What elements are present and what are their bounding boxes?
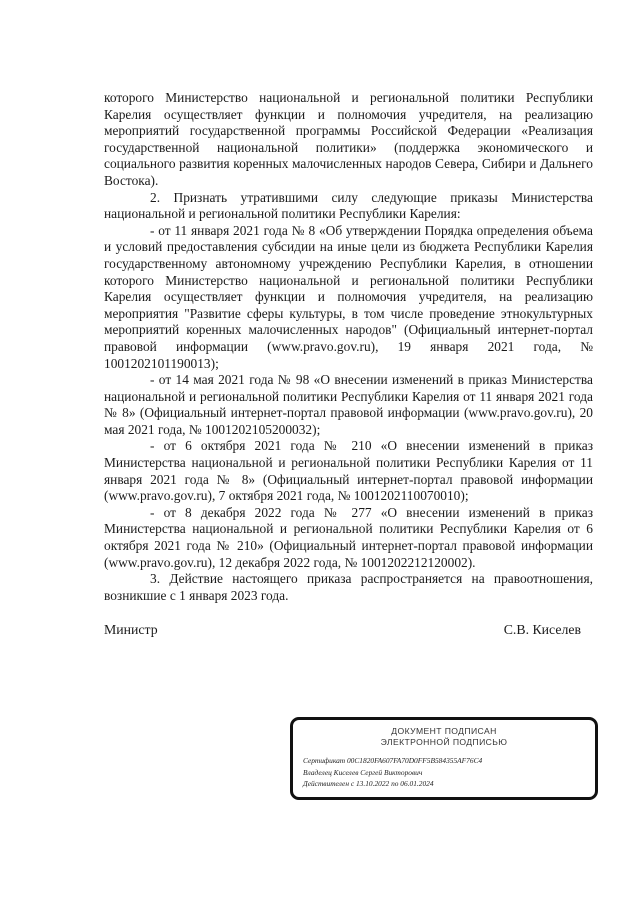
paragraph-repeal-order-8: - от 11 января 2021 года № 8 «Об утверждении Порядка определения объема и условий предоставления субсидии на иные цели из бюджета Республики Карелия государственному автономному учреждению Республики Карелия, в отношении которого Министерство национальной и региональной политики Республики Карелия осуществляет функции и полномочия учредителя, на реализацию мероприятия "Развитие сферы культуры, в том числе проведение этнокультурных мероприятий коренных малочисленных народов" (Официальный интернет-портал правовой информации (www.pravo.gov.ru), 19 января 2021 года, № 1001202101190013);: [104, 222, 593, 371]
stamp-title-line-2: ЭЛЕКТРОННОЙ ПОДПИСЬЮ: [380, 737, 508, 747]
stamp-owner: Владелец Киселев Сергей Викторович: [303, 767, 423, 777]
electronic-signature-stamp: [290, 717, 598, 800]
paragraph-item-2: 2. Признать утратившими силу следующие приказы Министерства национальной и региональной политики Республики Карелия:: [104, 189, 593, 222]
document-body: [104, 90, 593, 604]
signature-name: С.В. Киселев: [503, 622, 581, 637]
stamp-title: [293, 726, 595, 748]
stamp-details: [293, 755, 595, 790]
stamp-validity: Действителен с 13.10.2022 по 06.01.2024: [303, 779, 434, 788]
paragraph-repeal-order-277: - от 8 декабря 2022 года № 277 «О внесении изменений в приказ Министерства национальной и региональной политики Республики Карелия от 6 октября 2021 года № 210» (Официальный интернет-портал правовой информации (www.pravo.gov.ru), 12 декабря 2022 года, № 1001202212120002).: [104, 504, 593, 570]
paragraph-continuation: которого Министерство национальной и региональной политики Республики Карелия осуществляет функции и полномочия учредителя, на реализацию мероприятий государственной программы Российской Федерации «Реализация государственной национальной политики» (поддержка экономического и социального развития коренных малочисленных народов Севера, Сибири и Дальнего Востока).: [104, 90, 593, 188]
stamp-certificate: Сертификат 00C1820FA607FA70D0FF5B584355AF76C4: [303, 756, 483, 765]
signature-block: [104, 622, 581, 638]
paragraph-repeal-order-98: - от 14 мая 2021 года № 98 «О внесении изменений в приказ Министерства национальной и региональной политики Республики Карелия от 11 января 2021 года № 8» (Официальный интернет-портал правовой информации (www.pravo.gov.ru), 20 мая 2021 года, № 1001202105200032);: [104, 372, 593, 437]
paragraph-repeal-order-210: - от 6 октября 2021 года № 210 «О внесении изменений в приказ Министерства национальной и региональной политики Республики Карелия от 11 января 2021 года № 8» (Официальный интернет-портал правовой информации (www.pravo.gov.ru), 7 октября 2021 года, № 1001202110070010);: [104, 438, 593, 504]
stamp-title-line-1: ДОКУМЕНТ ПОДПИСАН: [391, 726, 497, 736]
signature-position: Министр: [104, 622, 158, 637]
paragraph-item-3: 3. Действие настоящего приказа распространяется на правоотношения, возникшие с 1 января 2023 года.: [104, 571, 593, 603]
